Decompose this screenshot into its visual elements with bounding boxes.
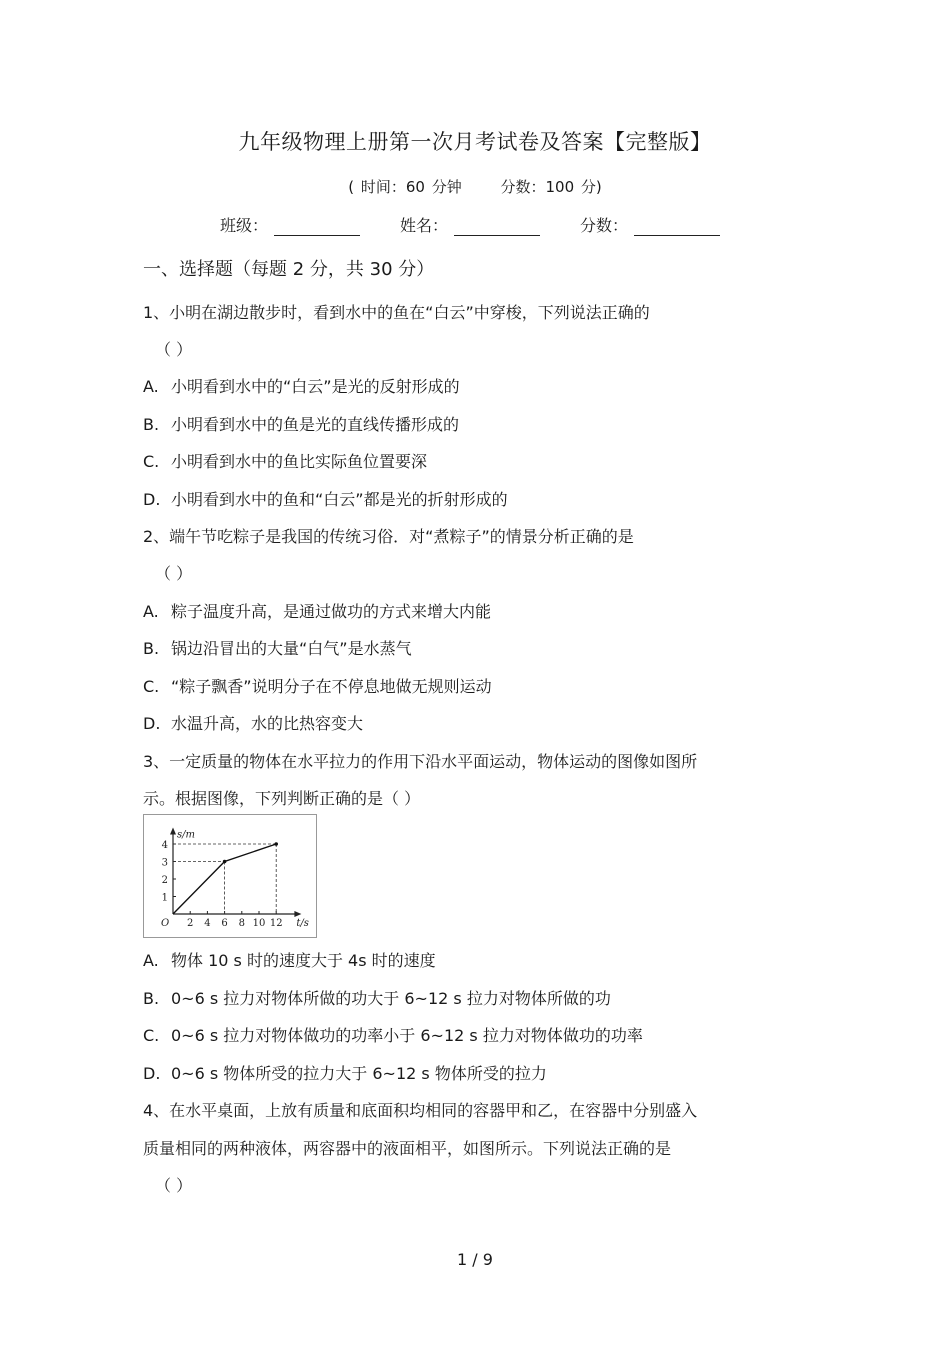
y-axis-label: s/m — [177, 829, 195, 841]
x-tick-label: 6 — [221, 918, 228, 929]
name-blank — [454, 217, 540, 236]
y-tick-label: 3 — [161, 857, 168, 869]
score-blank — [634, 217, 720, 236]
question-2-option-c: C. “粽子飘香”说明分子在不停息地做无规则运动 — [143, 677, 492, 696]
y-tick-label: 2 — [161, 875, 168, 886]
exam-time: ( 时间：60 分钟 — [348, 178, 462, 196]
question-4-paren: （ ） — [155, 1176, 193, 1195]
x-tick-label: 12 — [269, 918, 283, 929]
section-heading: 一、选择题（每题 2 分，共 30 分） — [143, 259, 435, 280]
question-4-stem: 4、在水平桌面，上放有质量和底面积均相同的容器甲和乙，在容器中分别盛入 — [143, 1101, 698, 1120]
question-2-option-d: D. 水温升高，水的比热容变大 — [143, 714, 364, 733]
y-tick-label: 1 — [161, 892, 168, 904]
question-3-option-b: B. 0~6 s 拉力对物体所做的功大于 6~12 s 拉力对物体所做的功 — [143, 989, 611, 1008]
origin-label: O — [161, 918, 170, 929]
question-3-stem-cont: 示。根据图像，下列判断正确的是（ ） — [143, 789, 421, 808]
data-point — [223, 860, 227, 864]
st-graph — [143, 814, 317, 938]
question-1-option-d: D. 小明看到水中的鱼和“白云”都是光的折射形成的 — [143, 490, 508, 509]
st-graph-svg — [144, 815, 316, 937]
question-2-option-b: B. 锅边沿冒出的大量“白气”是水蒸气 — [143, 639, 412, 658]
question-1-option-a: A. 小明看到水中的“白云”是光的反射形成的 — [143, 377, 460, 396]
x-axis-arrow — [294, 911, 301, 917]
class-blank — [274, 217, 360, 236]
x-tick-label: 2 — [187, 918, 194, 929]
question-2-stem: 2、端午节吃粽子是我国的传统习俗．对“煮粽子”的情景分析正确的是 — [143, 527, 634, 546]
x-tick-label: 10 — [252, 918, 266, 929]
question-1-option-c: C. 小明看到水中的鱼比实际鱼位置要深 — [143, 452, 428, 471]
exam-meta — [0, 176, 950, 197]
score-label: 分数： — [580, 216, 629, 235]
question-2-paren: （ ） — [155, 564, 193, 583]
question-3-stem: 3、一定质量的物体在水平拉力的作用下沿水平面运动，物体运动的图像如图所 — [143, 752, 698, 771]
question-1-paren: （ ） — [155, 340, 193, 359]
question-3-option-d: D. 0~6 s 物体所受的拉力大于 6~12 s 物体所受的拉力 — [143, 1064, 547, 1083]
x-axis-label: t/s — [296, 918, 309, 929]
class-label: 班级： — [220, 216, 269, 235]
question-3-option-c: C. 0~6 s 拉力对物体做功的功率小于 6~12 s 拉力对物体做功的功率 — [143, 1026, 643, 1045]
y-axis-arrow — [170, 828, 176, 835]
x-tick-label: 4 — [204, 918, 211, 929]
name-label: 姓名： — [400, 216, 449, 235]
question-3-option-a: A. 物体 10 s 时的速度大于 4s 时的速度 — [143, 951, 436, 970]
question-4-stem-cont: 质量相同的两种液体，两容器中的液面相平，如图所示。下列说法正确的是 — [143, 1139, 672, 1158]
x-tick-label: 8 — [238, 918, 245, 929]
question-1-stem: 1、小明在湖边散步时，看到水中的鱼在“白云”中穿梭，下列说法正确的 — [143, 303, 650, 322]
data-point — [274, 842, 278, 846]
question-2-option-a: A. 粽子温度升高，是通过做功的方式来增大内能 — [143, 602, 492, 621]
y-tick-label: 4 — [161, 840, 168, 851]
exam-total-score: 分数：100 分) — [500, 178, 602, 196]
page-title: 九年级物理上册第一次月考试卷及答案【完整版】 — [238, 130, 712, 154]
question-1-option-b: B. 小明看到水中的鱼是光的直线传播形成的 — [143, 415, 460, 434]
page-number: 1 / 9 — [457, 1250, 493, 1269]
student-info — [220, 213, 760, 236]
